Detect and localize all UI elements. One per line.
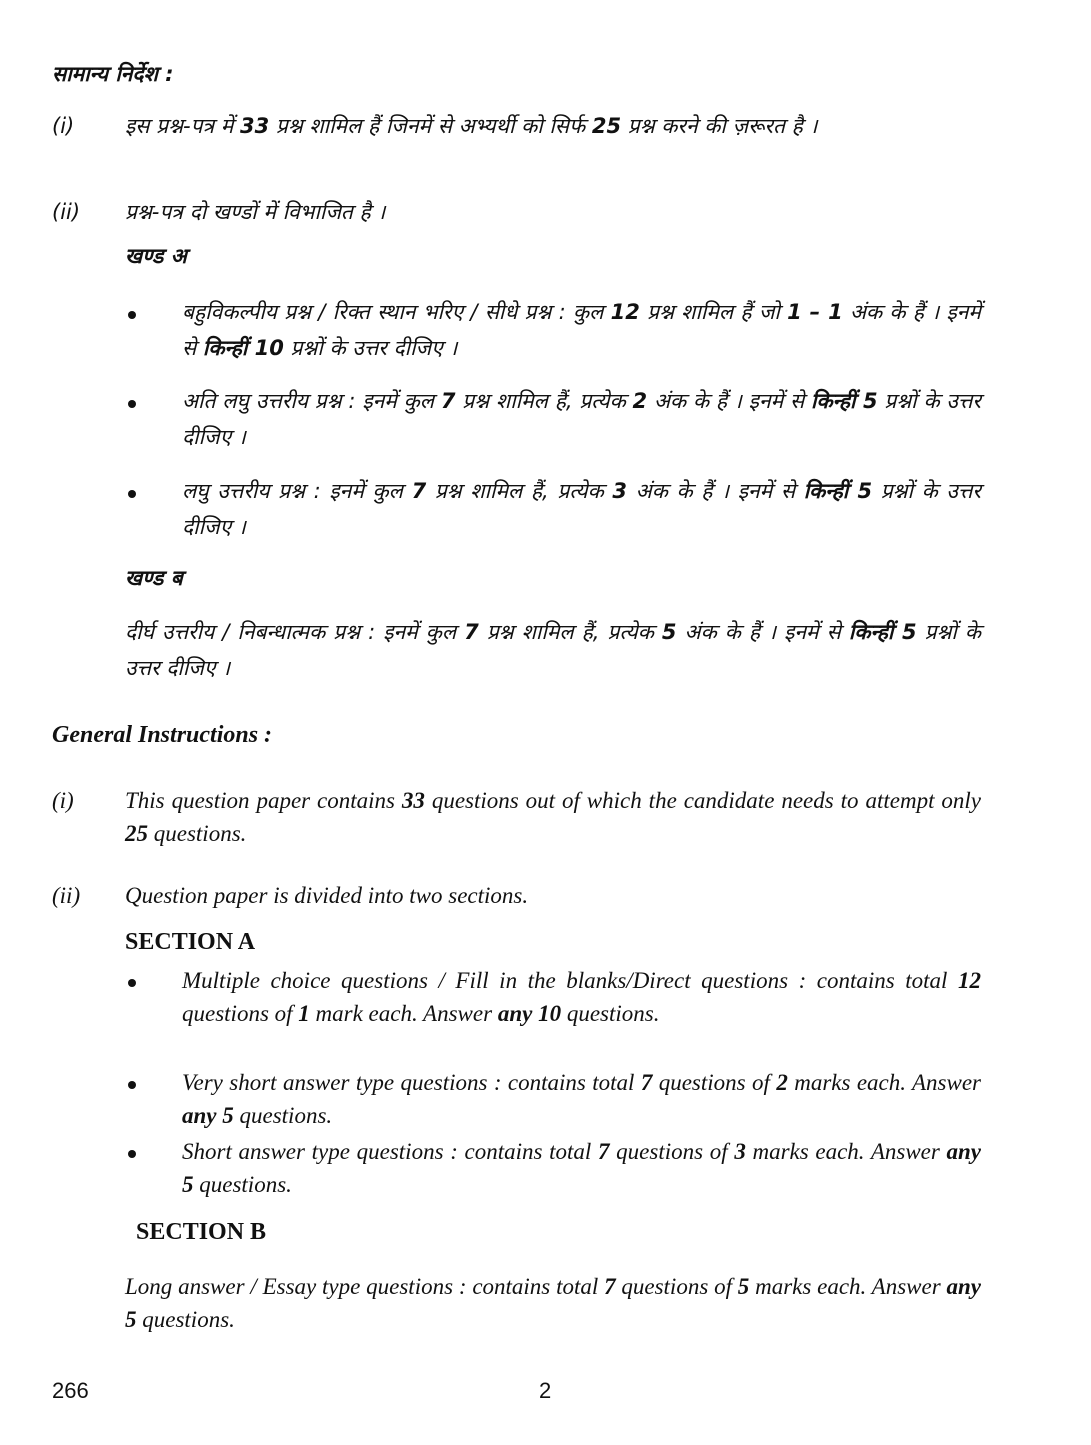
- english-instruction-2-text: Question paper is divided into two sections.: [125, 883, 529, 908]
- hindi-bullet-3-text: लघु उत्तरीय प्रश्न : इनमें कुल 7 प्रश्न शामिल हैं, प्रत्येक 3 अंक के हैं । इनमें से किन्हीं 5 प्रश्नों के उत्तर दीजिए ।: [182, 479, 981, 539]
- english-bullet-1: [125, 964, 981, 1063]
- hindi-bullet-2: [125, 383, 981, 455]
- hindi-bullet-2-text: अति लघु उत्तरीय प्रश्न : इनमें कुल 7 प्रश्न शामिल हैं, प्रत्येक 2 अंक के हैं । इनमें से किन्हीं 5 प्रश्नों के उत्तर दीजिए ।: [182, 389, 982, 449]
- bullet-icon: [128, 400, 136, 408]
- english-bullet-1-text: Multiple choice questions / Fill in the blanks/Direct questions : contains total 12 questions of 1 mark each. Answer any 10 questions.: [182, 968, 981, 1026]
- paper-code: 266: [52, 1378, 89, 1403]
- english-instruction-1-text: This question paper contains 33 questions out of which the candidate needs to attempt only 25 questions.: [125, 788, 981, 846]
- english-instruction-1: [52, 784, 981, 850]
- bullet-icon: [128, 311, 136, 319]
- hindi-bullet-1-text: बहुविकल्पीय प्रश्न / रिक्त स्थान भरिए / सीधे प्रश्न : कुल 12 प्रश्न शामिल हैं जो 1 – 1 अंक के हैं । इनमें से किन्हीं 10 प्रश्नों के उत्तर दीजिए ।: [182, 300, 981, 360]
- bullet-icon: [128, 1150, 136, 1158]
- hindi-bullet-1: [125, 294, 981, 366]
- english-section-a-title: SECTION A: [125, 929, 256, 955]
- hindi-instruction-1-text: इस प्रश्न-पत्र में 33 प्रश्न शामिल हैं जिनमें से अभ्यर्थी को सिर्फ 25 प्रश्न करने की ज़रूरत है ।: [125, 114, 818, 138]
- item-number: (ii): [52, 200, 81, 224]
- english-instruction-2: [52, 879, 981, 912]
- bullet-icon: [128, 1081, 136, 1089]
- hindi-instruction-2-text: प्रश्न-पत्र दो खण्डों में विभाजित है ।: [125, 200, 386, 224]
- item-number: (i): [52, 114, 75, 138]
- english-bullet-3-text: Short answer type questions : contains total 7 questions of 3 marks each. Answer any 5 questions.: [182, 1139, 981, 1197]
- bullet-icon: [128, 490, 136, 498]
- hindi-bullet-3: [125, 473, 981, 545]
- hindi-section-a-title: खण्ड अ: [125, 244, 187, 268]
- hindi-instruction-1: [52, 108, 981, 180]
- item-number: (i): [52, 788, 74, 813]
- english-heading: General Instructions :: [52, 722, 273, 748]
- hindi-instruction-2: [52, 194, 981, 230]
- page-number: 2: [539, 1378, 552, 1403]
- hindi-heading: सामान्य निर्देश :: [52, 62, 174, 86]
- hindi-section-b-title: खण्ड ब: [125, 566, 183, 590]
- english-bullet-3: [125, 1135, 981, 1201]
- english-bullet-2: [125, 1066, 981, 1132]
- item-number: (ii): [52, 883, 81, 908]
- english-bullet-2-text: Very short answer type questions : contains total 7 questions of 2 marks each. Answer any 5 questions.: [182, 1070, 981, 1128]
- english-section-b-title: SECTION B: [136, 1219, 267, 1245]
- english-section-b-text: Long answer / Essay type questions : contains total 7 questions of 5 marks each. Answer any 5 questions.: [125, 1274, 981, 1332]
- bullet-icon: [128, 979, 136, 987]
- hindi-section-b-text: दीर्घ उत्तरीय / निबन्धात्मक प्रश्न : इनमें कुल 7 प्रश्न शामिल हैं, प्रत्येक 5 अंक के हैं । इनमें से किन्हीं 5 प्रश्नों के उत्तर दीजिए ।: [125, 620, 982, 680]
